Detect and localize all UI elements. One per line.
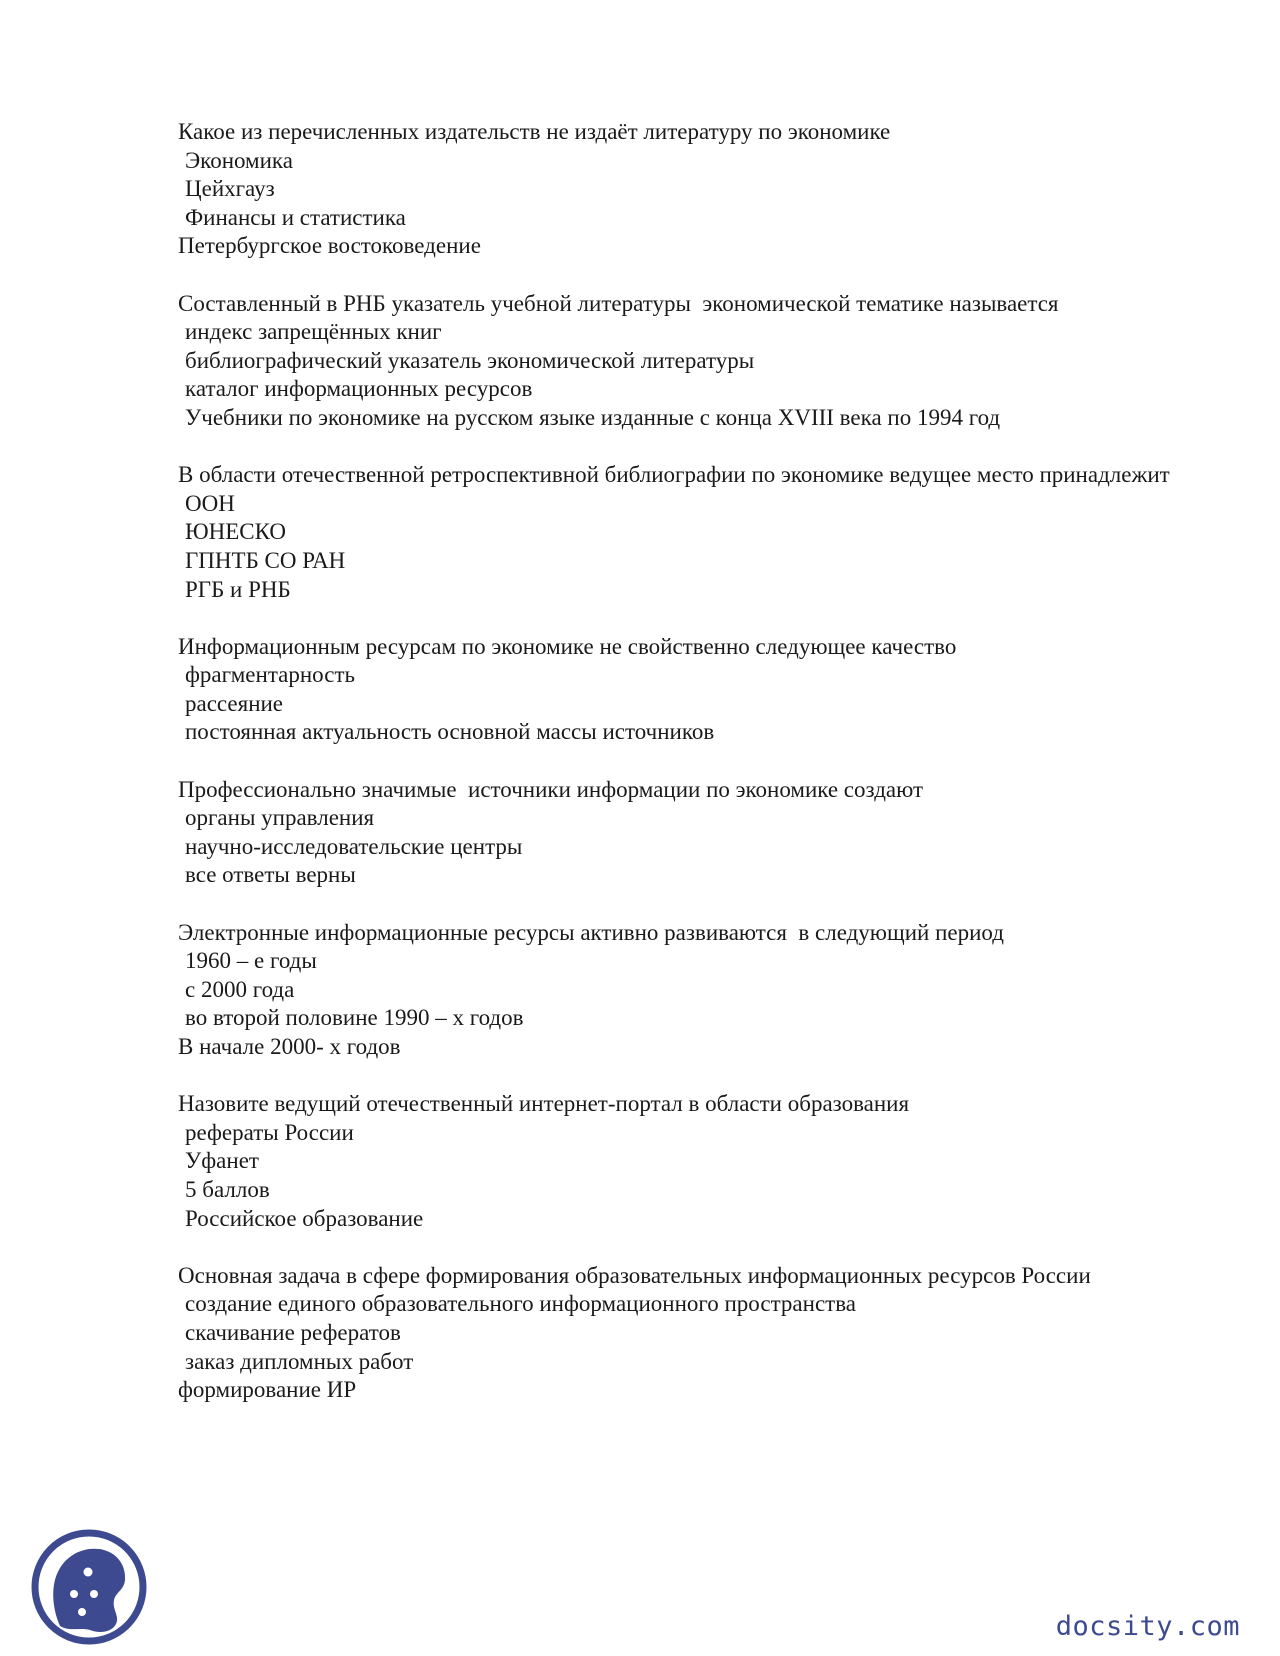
answer-option: Цейхгауз — [185, 176, 275, 202]
answer-option: Уфанет — [185, 1148, 259, 1174]
answer-option: ЮНЕСКО — [185, 519, 287, 545]
answer-option: Петербургское востоковедение — [178, 233, 481, 259]
question-text: Назовите ведущий отечественный интернет-портал в области образования — [178, 1091, 910, 1117]
answer-option: Экономика — [185, 147, 293, 173]
answer-option: фрагментарность — [185, 662, 355, 688]
question-block — [178, 919, 1190, 1062]
answer-option: постоянная актуальность основной массы источников — [185, 719, 715, 745]
question-block — [178, 776, 1190, 890]
answer-option: скачивание рефератов — [185, 1319, 401, 1345]
answer-option: научно-исследовательские центры — [185, 833, 523, 859]
question-text: Профессионально значимые источники информации по экономике создают — [178, 776, 924, 802]
answer-option: индекс запрещённых книг — [185, 319, 442, 345]
question-block — [178, 290, 1190, 433]
question-text: Электронные информационные ресурсы активно развиваются в следующий период — [178, 919, 1004, 945]
question-block — [178, 1090, 1190, 1233]
answer-option: формирование ИР — [178, 1377, 357, 1403]
answer-option: 5 баллов — [185, 1176, 270, 1202]
answer-option: рефераты России — [185, 1119, 354, 1145]
answer-option: создание единого образовательного информационного пространства — [185, 1291, 856, 1317]
answer-option: 1960 – е годы — [185, 948, 317, 974]
question-block — [178, 1262, 1190, 1405]
answer-option: ООН — [185, 490, 235, 516]
answer-option: ГПНТБ СО РАН — [185, 547, 346, 573]
answer-option: рассеяние — [185, 690, 284, 716]
question-text: Информационным ресурсам по экономике не свойственно следующее качество — [178, 633, 957, 659]
answer-option: Российское образование — [185, 1205, 424, 1231]
answer-option: во второй половине 1990 – х годов — [185, 1005, 524, 1031]
question-block — [178, 118, 1190, 261]
question-text: Составленный в РНБ указатель учебной литературы экономической тематике называется — [178, 290, 1059, 316]
quiz-content — [178, 118, 1190, 1433]
answer-option: все ответы верны — [185, 862, 356, 888]
question-block — [178, 461, 1190, 604]
answer-option: Финансы и статистика — [185, 204, 406, 230]
answer-option: заказ дипломных работ — [185, 1348, 414, 1374]
answer-option: В начале 2000- х годов — [178, 1034, 401, 1059]
docsity-brand-text[interactable]: docsity.com — [1055, 1611, 1240, 1642]
question-text: Основная задача в сфере формирования образовательных информационных ресурсов России — [178, 1262, 1091, 1288]
answer-option: Учебники по экономике на русском языке изданные с конца XVIII века по 1994 год — [185, 404, 1001, 430]
answer-option: библиографический указатель экономической литературы — [185, 347, 755, 373]
answer-option: каталог информационных ресурсов — [185, 376, 533, 402]
answer-option: органы управления — [185, 805, 375, 831]
question-text: В области отечественной ретроспективной библиографии по экономике ведущее место принадлежит — [178, 462, 1170, 488]
answer-option: с 2000 года — [185, 976, 295, 1002]
docsity-logo-icon — [30, 1528, 148, 1646]
question-block — [178, 633, 1190, 747]
answer-option: РГБ и РНБ — [185, 576, 291, 602]
question-text: Какое из перечисленных издательств не издаёт литературу по экономике — [178, 119, 891, 144]
